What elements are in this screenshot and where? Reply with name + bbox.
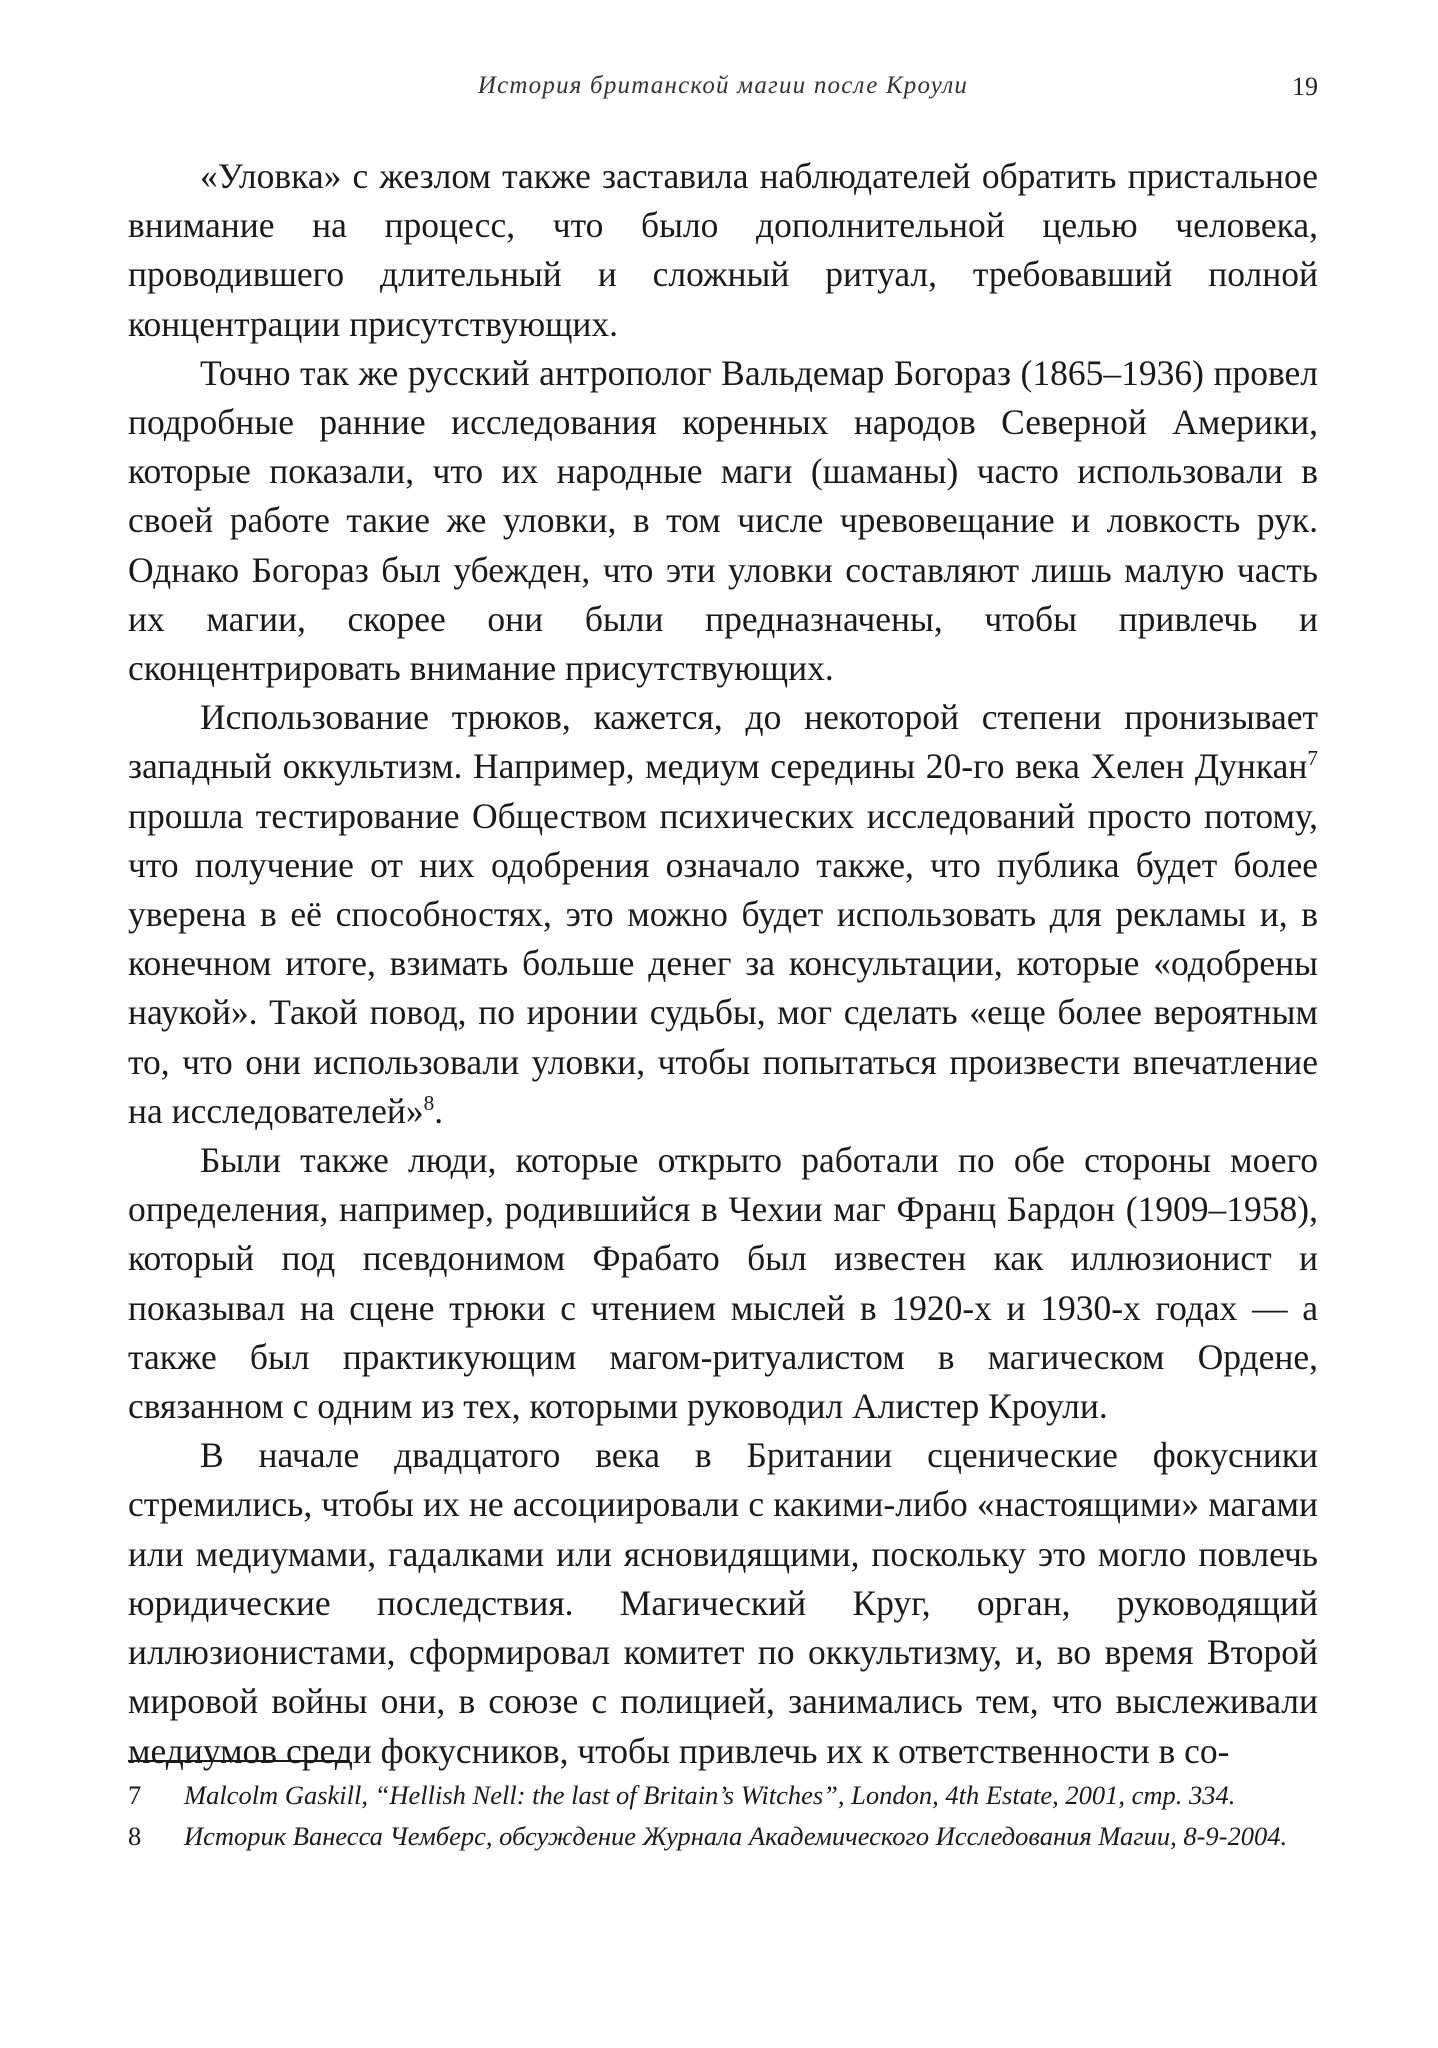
paragraph-text: Использование трюков, кажется, до некоторой степени пронизывает западный оккультизм. Например, медиум середины 20-го века Хелен Дункан xyxy=(128,697,1318,787)
paragraph-text: прошла тестирование Обществом психических исследований просто потому, что получение от них одобрения означало также, что публика будет более уверена в её способностях, это можно будет использовать для рекламы и, в конечном итоге, взимать больше денег за консультации, которые «одобрены наукой». Такой повод, по иронии судьбы, мог сделать «еще более вероятным то, что они использовали уловки, чтобы попытаться произвести впечатление на исследователей» xyxy=(128,795,1318,1131)
paragraph-with-footnotes xyxy=(128,693,1318,1136)
paragraph: В начале двадцатого века в Британии сценические фокусники стремились, чтобы их не ассоциировали с какими-либо «настоящими» магами или медиумами, гадалками или ясновидящими, поскольку это могло повлечь юридические последствия. Магический Круг, орган, руководящий иллюзионистами, сформировал комитет по оккультизму, и, во время Второй мировой войны они, в союзе с полицией, занимались тем, что выслеживали медиумов среди фокусников, чтобы привлечь их к ответственности в со- xyxy=(128,1435,1318,1771)
footnote-ref-8[interactable]: 8 xyxy=(423,1091,435,1116)
footnote-8 xyxy=(128,1819,1318,1854)
paragraph: Точно так же русский антрополог Вальдемар Богораз (1865–1936) провел подробные ранние исследования коренных народов Северной Америки, которые показали, что их народные маги (шаманы) часто использовали в своей работе такие же уловки, в том числе чревовещание и ловкость рук. Однако Богораз был убежден, что эти уловки составляют лишь малую часть их магии, скорее они были предназначены, чтобы привлечь и сконцентрировать внимание присутствующих. xyxy=(128,352,1318,689)
footnote-number: 7 xyxy=(128,1780,142,1810)
footnote-7 xyxy=(128,1778,1318,1813)
footnote-text: Malcolm Gaskill, “Hellish Nell: the last of Britain’s Witches”, London, 4th Estate, 2001, стр. 334. xyxy=(184,1780,1236,1810)
footnotes xyxy=(128,1778,1318,1860)
page-number: 19 xyxy=(1292,72,1318,101)
paragraph-text: . xyxy=(434,1090,444,1131)
footnote-separator xyxy=(128,1760,350,1762)
running-header xyxy=(128,72,1318,112)
running-header-title: История британской магии после Кроули xyxy=(477,72,969,99)
footnote-number: 8 xyxy=(128,1821,142,1851)
footnote-text: Историк Ванесса Чемберс, обсуждение Журнала Академического Исследования Магии, 8-9-2004. xyxy=(184,1821,1288,1851)
paragraph: Были также люди, которые открыто работали по обе стороны моего определения, например, родившийся в Чехии маг Франц Бардон (1909–1958), который под псевдонимом Фрабато был известен как иллюзионист и показывал на сцене трюки с чтением мыслей в 1920-х и 1930-х годах — а также был практикующим магом-ритуалистом в магическом Ордене, связанном с одним из тех, которыми руководил Алистер Кроули. xyxy=(128,1140,1318,1427)
footnote-ref-7[interactable]: 7 xyxy=(1307,746,1318,771)
paragraph: «Уловка» с жезлом также заставила наблюдателей обратить пристальное внимание на процесс, что было дополнительной целью человека, проводившего длительный и сложный ритуал, требовавший полной концентрации присутствующих. xyxy=(128,156,1318,344)
body-text xyxy=(128,152,1318,1776)
